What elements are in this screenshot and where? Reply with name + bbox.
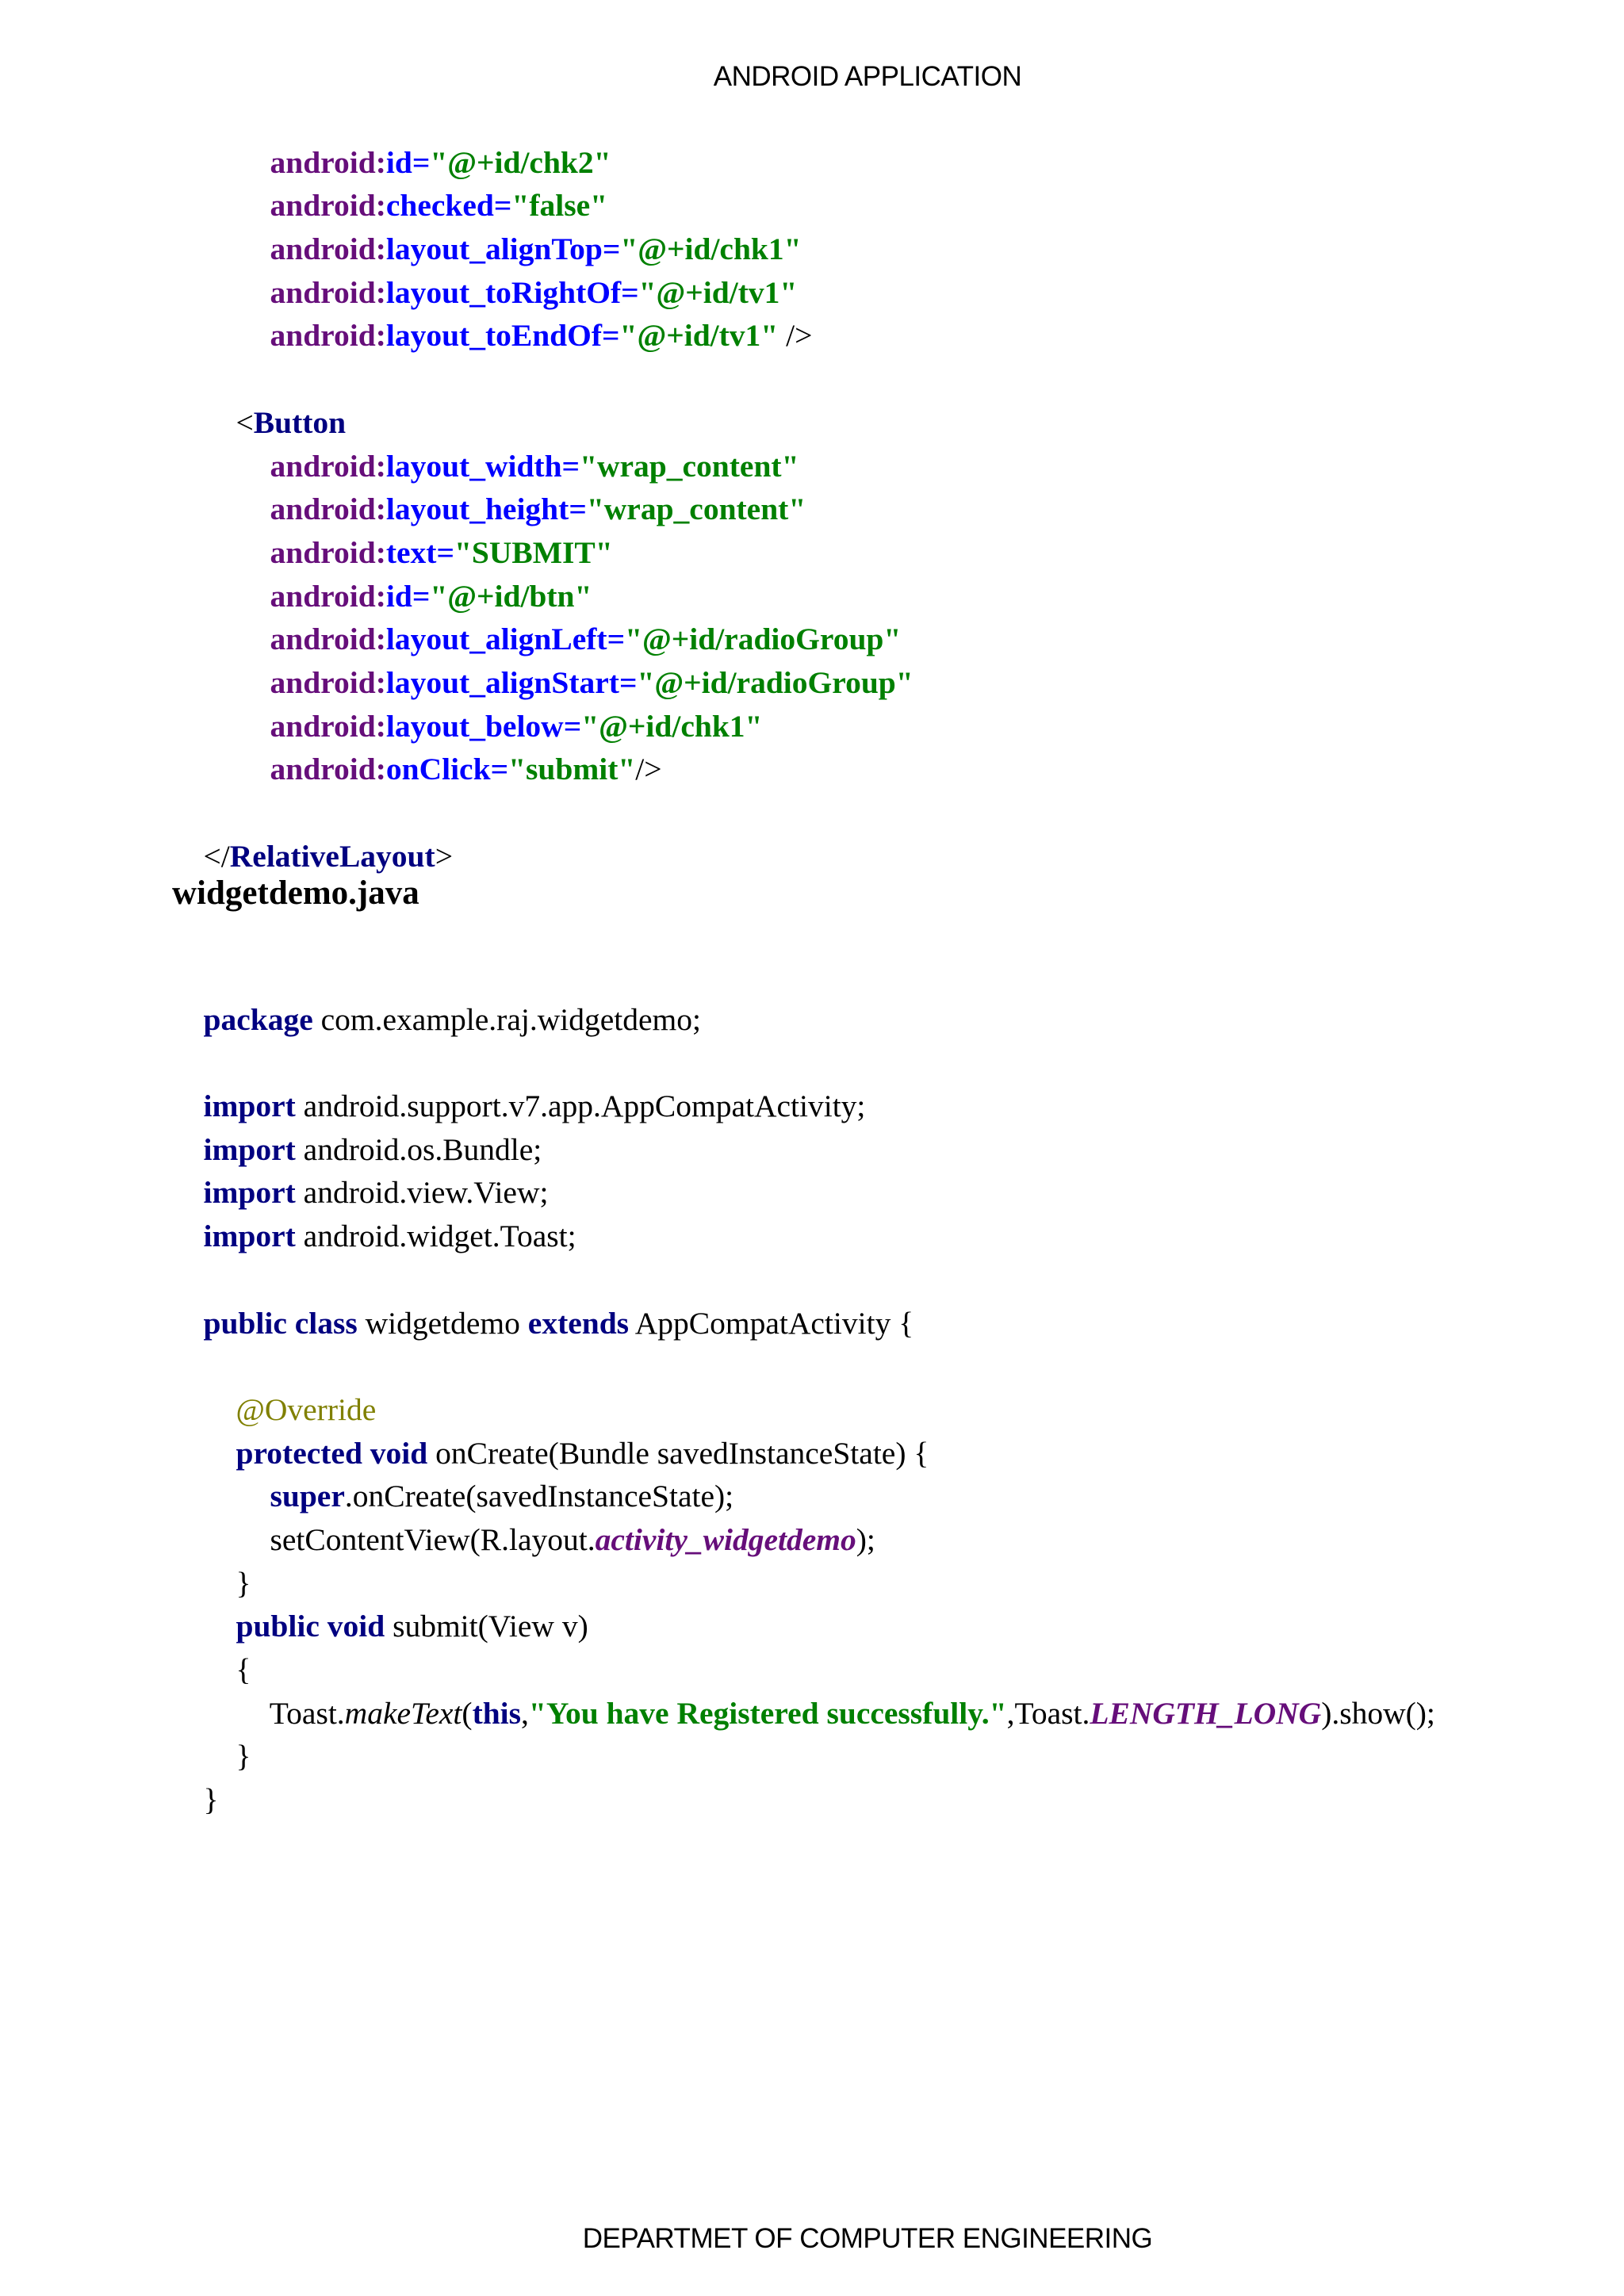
xml-lt: < (236, 404, 254, 440)
xml-equals: = (569, 492, 587, 527)
code-listing (0, 98, 1624, 874)
code-line-xml-attr (0, 228, 1624, 310)
xml-namespace: android (270, 708, 376, 744)
page-header: ANDROID APPLICATION (713, 61, 1022, 92)
java-keyword: import (203, 1131, 296, 1167)
xml-namespace: android (270, 622, 376, 657)
code-line-brace (0, 1518, 1624, 1601)
xml-equals: = (490, 752, 509, 787)
java-statement-text: ,Toast. (1006, 1695, 1090, 1731)
java-keyword: super (270, 1479, 345, 1514)
xml-namespace: android (270, 188, 376, 224)
xml-tag-name: Button (253, 404, 347, 440)
code-line-xml-attr (0, 488, 1624, 570)
xml-namespace: android (270, 448, 376, 484)
xml-namespace: android (270, 274, 376, 310)
java-package-name: com.example.raj.widgetdemo; (312, 1001, 701, 1037)
java-brace: } (236, 1739, 251, 1774)
java-static-call: makeText (344, 1695, 462, 1731)
code-line-brace (0, 1692, 1624, 1774)
java-statement-text: ); (856, 1521, 875, 1557)
xml-selfclose: /> (778, 318, 813, 354)
xml-equals: = (602, 232, 621, 267)
file-heading: widgetdemo.java (172, 874, 419, 912)
xml-attr-value: "wrap_content" (586, 492, 806, 527)
xml-equals: = (619, 664, 638, 700)
code-line-blank (0, 748, 1624, 791)
xml-attr-value: "@+id/chk1" (581, 708, 763, 744)
java-import-path: android.view.View; (295, 1175, 549, 1211)
java-brace: } (203, 1782, 219, 1818)
code-line-method-decl (0, 1388, 1624, 1471)
xml-attr-key: onClick (385, 752, 491, 787)
java-keyword: public void (236, 1609, 385, 1644)
xml-equals: = (493, 188, 512, 224)
code-line-xml-attr (0, 184, 1624, 267)
code-line-xml-attr (0, 98, 1624, 180)
code-line-import (0, 1128, 1624, 1211)
page-footer: DEPARTMET OF COMPUTER ENGINEERING (582, 2223, 1153, 2254)
code-line-import (0, 1085, 1624, 1167)
java-statement-text: .onCreate(savedInstanceState); (344, 1479, 734, 1514)
code-line-method-decl (0, 1562, 1624, 1644)
java-static-field: LENGTH_LONG (1090, 1695, 1322, 1731)
code-line-import (0, 1171, 1624, 1254)
xml-attr-value: "@+id/chk1" (620, 232, 802, 267)
java-method-signature: submit(View v) (385, 1609, 588, 1644)
code-line-xml-attr (0, 705, 1624, 787)
java-brace: { (236, 1652, 251, 1688)
java-keyword: extends (527, 1305, 630, 1341)
xml-colon: : (375, 752, 386, 787)
xml-attr-key: layout_below (385, 708, 564, 744)
xml-attr-value: "@+id/btn" (430, 578, 592, 614)
java-statement-text: setContentView(R.layout. (270, 1521, 596, 1557)
code-line-xml-attr (0, 531, 1624, 614)
xml-attr-key: layout_alignLeft (385, 622, 607, 657)
xml-attr-key: id (385, 144, 412, 180)
xml-namespace: android (270, 318, 376, 354)
xml-equals: = (602, 318, 620, 354)
java-method-signature: onCreate(Bundle savedInstanceState) { (427, 1435, 929, 1471)
xml-attr-key: layout_alignTop (385, 232, 603, 267)
java-keyword: import (203, 1089, 296, 1124)
code-line-import (0, 1041, 1624, 1124)
xml-equals: = (412, 578, 431, 614)
code-line-package (0, 955, 1624, 1037)
java-static-field: activity_widgetdemo (595, 1521, 856, 1557)
xml-attr-value: "@+id/radioGroup" (637, 664, 914, 700)
code-line-class-decl (0, 1258, 1624, 1341)
java-keyword: import (203, 1219, 296, 1254)
xml-attr-key: layout_alignStart (385, 664, 619, 700)
java-brace: } (236, 1565, 251, 1601)
xml-namespace: android (270, 752, 376, 787)
xml-attr-value: "@+id/radioGroup" (625, 622, 902, 657)
xml-namespace: android (270, 578, 376, 614)
xml-attr-key: text (385, 534, 437, 570)
xml-equals: = (607, 622, 626, 657)
xml-tag-name: RelativeLayout (229, 838, 435, 874)
xml-colon: : (375, 534, 386, 570)
java-import-path: android.widget.Toast; (295, 1219, 576, 1254)
xml-attr-key: layout_width (385, 448, 562, 484)
xml-namespace: android (270, 232, 376, 267)
xml-colon: : (375, 274, 386, 310)
xml-colon: : (375, 708, 386, 744)
java-keyword: package (203, 1001, 313, 1037)
code-line-xml-attr (0, 618, 1624, 700)
xml-equals: = (621, 274, 639, 310)
code-line-xml-attr (0, 271, 1624, 354)
xml-attr-value: "submit" (508, 752, 636, 787)
java-listing (0, 955, 1624, 1818)
java-annotation: @Override (236, 1391, 377, 1427)
java-keyword: import (203, 1175, 296, 1211)
xml-colon: : (375, 578, 386, 614)
code-line-blank (0, 998, 1624, 1042)
xml-equals: = (563, 708, 582, 744)
java-keyword: public class (203, 1305, 358, 1341)
xml-attr-value: "false" (511, 188, 608, 224)
java-class-name: widgetdemo (357, 1305, 528, 1341)
xml-equals: = (436, 534, 454, 570)
xml-attr-key: layout_toRightOf (385, 274, 622, 310)
code-line-annotation (0, 1345, 1624, 1427)
xml-attr-key: checked (385, 188, 494, 224)
xml-attr-value: "@+id/tv1" (638, 274, 798, 310)
code-line-xml-attr (0, 141, 1624, 224)
java-comma: , (521, 1695, 529, 1731)
xml-attr-key: layout_height (385, 492, 569, 527)
java-statement-text: Toast. (269, 1695, 345, 1731)
code-line-blank (0, 1215, 1624, 1258)
xml-equals: = (561, 448, 580, 484)
xml-close-open: </ (203, 838, 230, 874)
java-import-path: android.support.v7.app.AppCompatActivity; (295, 1089, 866, 1124)
xml-equals: = (412, 144, 431, 180)
xml-attr-value: "@+id/tv1" (619, 318, 779, 354)
xml-attr-key: id (385, 578, 412, 614)
xml-selfclose: /> (635, 752, 662, 787)
xml-colon: : (375, 232, 386, 267)
code-line-brace (0, 1735, 1624, 1818)
xml-colon: : (375, 448, 386, 484)
code-line-statement (0, 1648, 1624, 1731)
code-line-xml-close-tag (0, 791, 1624, 874)
xml-colon: : (375, 188, 386, 224)
xml-attr-value: "SUBMIT" (454, 534, 613, 570)
xml-attr-value: "wrap_content" (580, 448, 799, 484)
xml-colon: : (375, 144, 386, 180)
xml-colon: : (375, 318, 386, 354)
xml-colon: : (375, 492, 386, 527)
code-line-blank (0, 1302, 1624, 1345)
code-line-statement (0, 1432, 1624, 1514)
xml-attr-value: "@+id/chk2" (430, 144, 611, 180)
code-line-blank (0, 314, 1624, 358)
xml-namespace: android (270, 534, 376, 570)
java-keyword: protected void (236, 1435, 428, 1471)
code-line-brace (0, 1605, 1624, 1688)
code-line-statement (0, 1475, 1624, 1557)
java-keyword: this (472, 1695, 522, 1731)
xml-close-end: > (435, 838, 453, 874)
xml-colon: : (375, 664, 386, 700)
java-superclass: AppCompatActivity { (629, 1305, 914, 1341)
xml-namespace: android (270, 664, 376, 700)
code-line-xml-attr (0, 575, 1624, 657)
xml-attr-key: layout_toEndOf (385, 318, 603, 354)
java-paren: ( (462, 1695, 473, 1731)
code-line-xml-attr (0, 401, 1624, 484)
java-import-path: android.os.Bundle; (295, 1131, 542, 1167)
code-line-xml-attr (0, 445, 1624, 527)
java-statement-text: ).show(); (1321, 1695, 1435, 1731)
xml-colon: : (375, 622, 386, 657)
code-line-xml-open-tag (0, 358, 1624, 440)
java-string-literal: "You have Registered successfully." (528, 1695, 1007, 1731)
xml-namespace: android (270, 144, 376, 180)
code-line-xml-attr (0, 661, 1624, 744)
xml-namespace: android (270, 492, 376, 527)
